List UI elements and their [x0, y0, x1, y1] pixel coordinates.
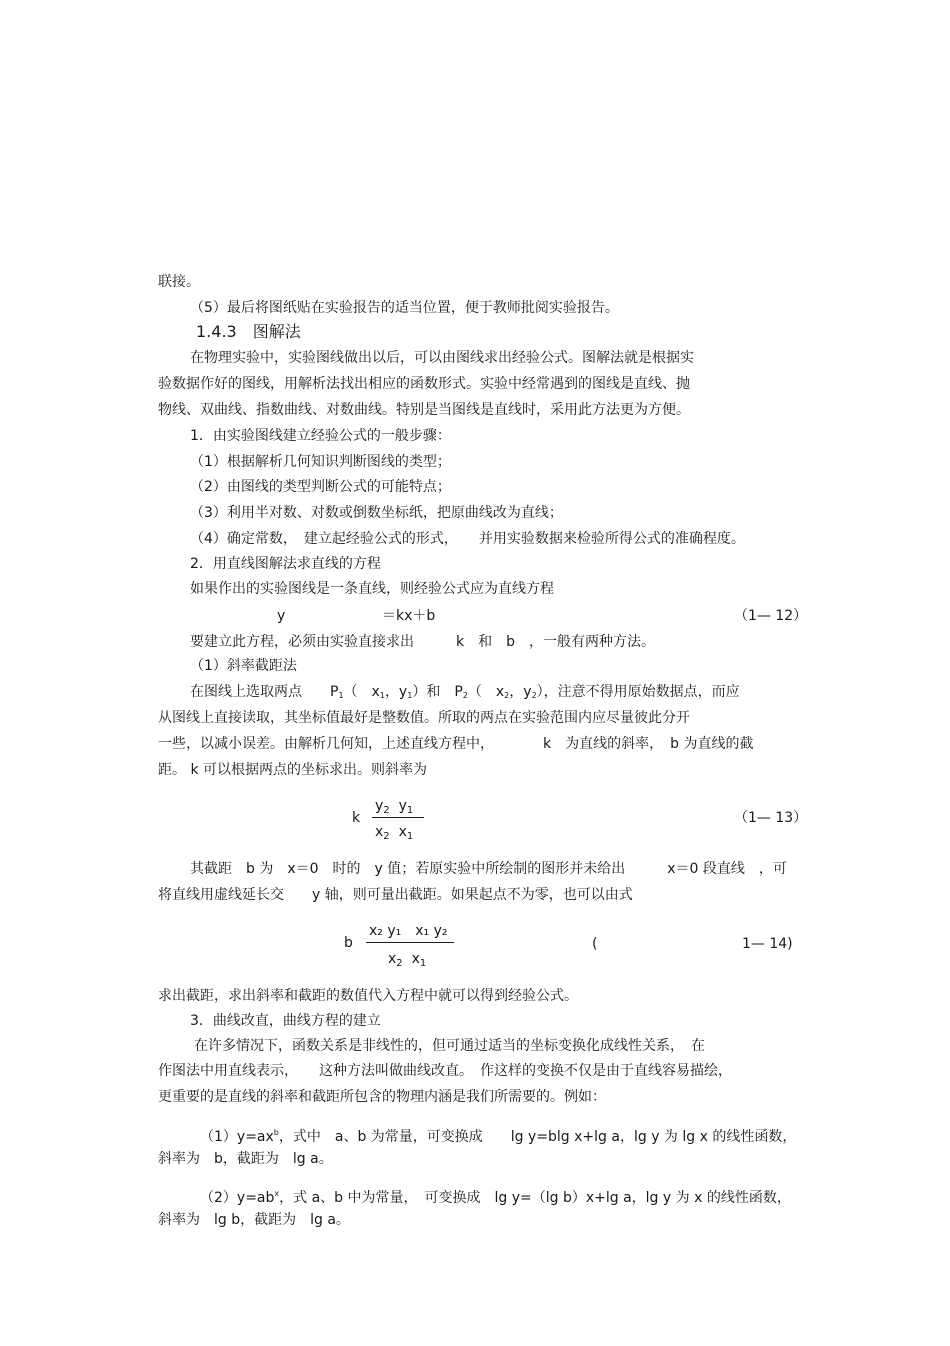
text-line: 联接。 — [158, 274, 200, 290]
equation-12-y: y — [277, 608, 286, 624]
list-heading: 2．用直线图解法求直线的方程 — [190, 556, 381, 572]
list-item: （3）利用半对数、对数或倒数坐标纸，把原曲线改为直线； — [190, 505, 563, 521]
equation-14-denominator: $x_2$ $x_1$ — [388, 951, 427, 969]
text-line: 求出截距，求出斜率和截距的数值代入方程中就可以得到经验公式。 — [158, 988, 578, 1004]
text-line: 更重要的是直线的斜率和截距所包含的物理内涵是我们所需要的。例如： — [158, 1089, 606, 1105]
list-item: （1）根据解析几何知识判断图线的类型； — [190, 454, 451, 470]
text-line: 在物理实验中，实验图线做出以后，可以由图线求出经验公式。图解法就是根据实 — [190, 350, 694, 366]
text-line: 从图线上直接读取，其坐标值最好是整数值。所取的两点在实验范围内应尽量彼此分开 — [158, 710, 690, 726]
equation-number: 1— 14) — [742, 936, 793, 952]
equation-number-open: ( — [592, 936, 598, 952]
section-heading: 1.4.3 图解法 — [196, 322, 301, 341]
fraction-bar — [372, 817, 424, 818]
list-heading: 1．由实验图线建立经验公式的一般步骤： — [190, 428, 451, 444]
text-line: 在许多情况下，函数关系是非线性的，但可通过适当的坐标变换化成线性关系， 在 — [194, 1038, 705, 1054]
equation-13-numerator: $y_2$ $y_1$ — [375, 798, 414, 816]
list-heading: 3．曲线改直，曲线方程的建立 — [190, 1013, 381, 1029]
fraction-bar — [366, 942, 454, 943]
text-line: 将直线用虚线延长交 y 轴，则可量出截距。如果起点不为零，也可以由式 — [158, 887, 633, 903]
text-line: 距。 k 可以根据两点的坐标求出。则斜率为 — [158, 762, 428, 778]
equation-14-numerator: x₂ y₁ x₁ y₂ — [369, 923, 448, 939]
equation-number: （1— 12） — [734, 608, 808, 624]
list-heading: （1）斜率截距法 — [190, 658, 297, 674]
text-line: 斜率为 b，截距为 lg a。 — [158, 1151, 333, 1167]
text-line: 物线、双曲线、指数曲线、对数曲线。特别是当图线是直线时，采用此方法更为方便。 — [158, 402, 690, 418]
text-line: 要建立此方程，必须由实验直接求出 k 和 b ，一般有两种方法。 — [190, 634, 655, 650]
equation-12-rhs: ＝kx＋b — [382, 608, 436, 624]
text-line: 验数据作好的图线，用解析法找出相应的函数形式。实验中经常遇到的图线是直线、抛 — [158, 376, 690, 392]
text-line: 斜率为 lg b，截距为 lg a。 — [158, 1212, 350, 1228]
list-item: （2）由图线的类型判断公式的可能特点； — [190, 479, 451, 495]
text-line: 其截距 b 为 x＝0 时的 y 值；若原实验中所绘制的图形并未给出 x＝0 段直线 ，可 — [190, 861, 787, 877]
text-line: 在图线上选取两点 $P_1$（ $x_1$，$y_1$）和 $P_2$（ $x_2$，$y_2$），注意不得用原始数据点，而应 — [190, 684, 740, 700]
equation-number: （1— 13） — [734, 810, 808, 826]
equation-13-lhs: k — [352, 810, 361, 826]
list-item: （4）确定常数， 建立起经验公式的形式， 并用实验数据来检验所得公式的准确程度。 — [190, 531, 745, 547]
text-line: 作图法中用直线表示， 这种方法叫做曲线改直。 作这样的变换不仅是由于直线容易描绘， — [158, 1063, 732, 1079]
example-line: $(2)y=ab^x$，式 a、b 中为常量， 可变换成 lg y=（lg b）x+lg a，lg y 为 x 的线性函数， — [200, 1189, 791, 1206]
text-line: （5）最后将图纸贴在实验报告的适当位置，便于教师批阅实验报告。 — [190, 300, 619, 316]
equation-14-lhs: b — [344, 935, 353, 951]
text-line: 一些，以减小误差。由解析几何知，上述直线方程中， k 为直线的斜率， b 为直线的截 — [158, 736, 754, 752]
text-line: 如果作出的实验图线是一条直线，则经验公式应为直线方程 — [190, 581, 554, 597]
equation-13-denominator: $x_2$ $x_1$ — [375, 824, 414, 842]
example-line: $(1)y=ax^b$，式中 a、b 为常量，可变换成 lg y=blg x+lg a，lg y 为 lg x 的线性函数， — [200, 1128, 797, 1145]
